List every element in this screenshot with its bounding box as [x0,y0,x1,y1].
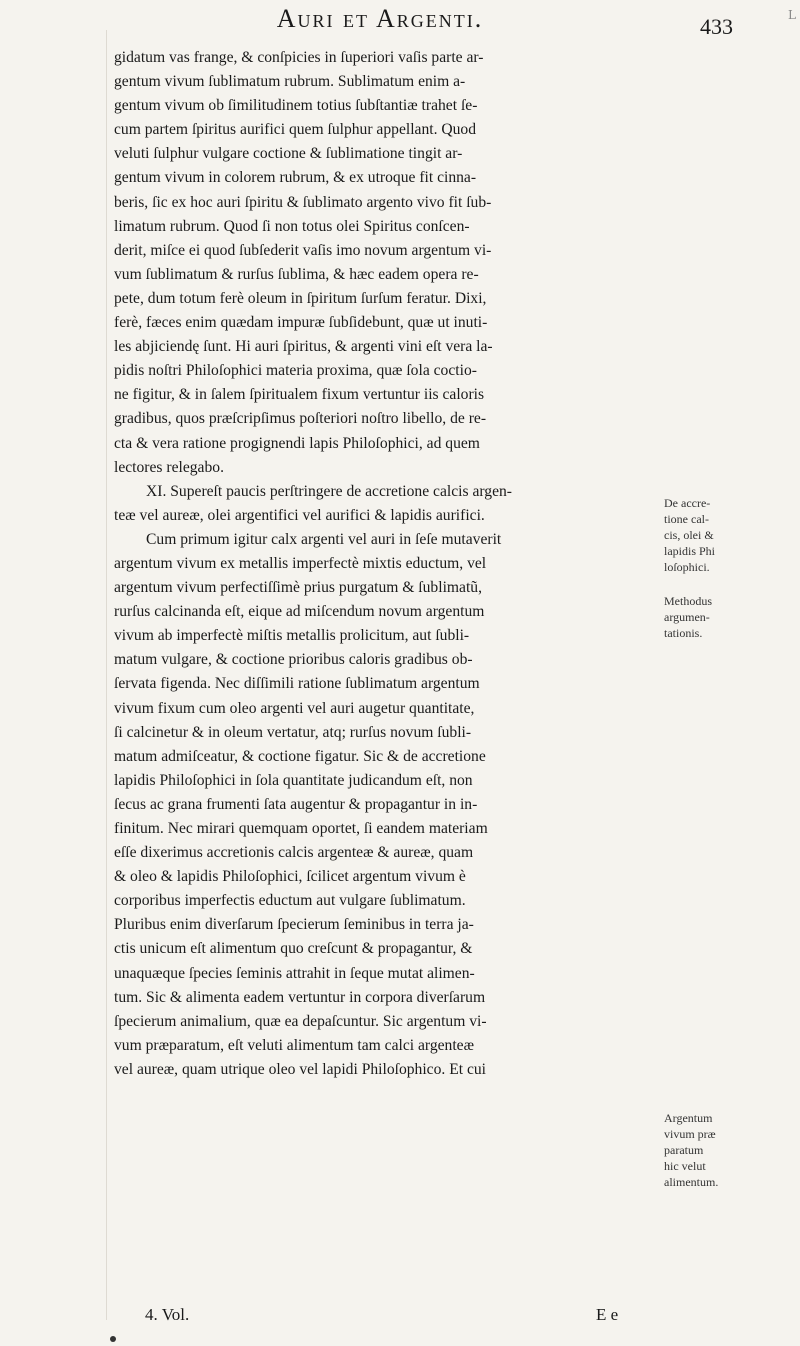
text-line: cta & vera ratione progignendi lapis Philoſophici, ad quem [114,434,480,452]
text-line: gentum vivum in colorem rubrum, & ex utroque fit cinna- [114,169,477,187]
text-line: lectores relegabo. [114,458,224,476]
text-line: gentum vivum ob ſimilitudinem totius ſubſtantiæ trahet ſe- [114,97,478,115]
margin-note-line: argumen- [664,610,710,624]
margin-note-line: Argentum [664,1111,713,1125]
corner-mark: L [788,8,796,22]
running-head: Auri et Argenti. [276,4,484,33]
text-line: beris, ſic ex hoc auri ſpiritu & ſublimato argento vivo fit ſub- [114,193,492,211]
text-line: gradibus, quos præſcripſimus poſteriori noſtro libello, de re- [114,410,487,428]
text-line: corporibus imperfectis eductum aut vulgare ſublimatum. [114,892,466,910]
text-line: derit, miſce ei quod ſubſederit vaſis imo novum argentum vi- [114,241,492,259]
text-line: & oleo & lapidis Philoſophici, ſcilicet argentum vivum è [114,868,466,886]
text-line: cum partem ſpiritus aurifici quem ſulphur appellant. Quod [114,121,477,139]
text-line: unaquæque ſpecies ſeminis attrahit in ſeque mutat alimen- [114,964,475,982]
text-line: vum ſublimatum & rurſus ſublima, & hæc eadem opera re- [114,265,479,283]
margin-note-accretione [664,495,794,575]
text-line: pidis noſtri Philoſophici materia proxima, quæ ſola coctio- [114,362,477,380]
text-line: vivum ab imperfectè miſtis metallis prolicitum, aut ſubli- [114,627,470,645]
text-line: vivum fixum cum oleo argenti vel auri augetur quantitate, [114,699,475,717]
margin-note-line: paratum [664,1143,704,1157]
margin-note-line: Methodus [664,594,712,608]
text-line: ſpecierum animalium, quæ ea depaſcuntur. Sic argentum vi- [114,1012,487,1030]
text-line: ſecus ac grana frumenti ſata augentur & propagantur in in- [114,795,478,813]
margin-note-line: hic velut [664,1159,706,1173]
text-line: argentum vivum ex metallis imperfectè mixtis eductum, vel [114,554,487,572]
page-gutter-shadow [106,30,107,1320]
text-line: gidatum vas frange, & conſpicies in ſuperiori vaſis parte ar- [114,49,484,66]
text-line: matum admiſceatur, & coctione figatur. Sic & de accretione [114,747,486,765]
catchword: E e [596,1305,619,1324]
text-line: teæ vel aureæ, olei argentifici vel aurifici & lapidis aurifici. [114,506,485,524]
text-line: rurſus calcinanda eſt, eique ad miſcendum novum argentum [114,603,485,621]
text-line: limatum rubrum. Quod ſi non totus olei Spiritus conſcen- [114,217,470,235]
margin-note-methodus [664,593,794,641]
text-line: argentum vivum perfectiſſimè prius purgatum & ſublimatũ, [114,579,482,597]
ink-dot [110,1336,116,1342]
margin-note-line: tationis. [664,626,703,640]
text-line: XI. Supereſt paucis perſtringere de accretione calcis argen- [146,482,512,500]
text-line: Cum primum igitur calx argenti vel auri in ſeſe mutaverit [146,530,502,548]
text-line: gentum vivum ſublimatum rubrum. Sublimatum enim a- [114,73,466,91]
text-line: ſi calcinetur & in oleum vertatur, atq; rurſus novum ſubli- [114,723,472,741]
text-line: pete, dum totum ferè oleum in ſpiritum ſurſum feratur. Dixi, [114,289,487,307]
text-line: vum præparatum, eſt veluti alimentum tam calci argenteæ [114,1036,474,1054]
text-line: ſervata figenda. Nec diſſimili ratione ſublimatum argentum [114,675,480,693]
text-line: veluti ſulphur vulgare coctione & ſublimatione tingit ar- [114,145,463,163]
text-line: eſſe dixerimus accretionis calcis argenteæ & aureæ, quam [114,844,474,862]
margin-note-line: tione cal- [664,512,709,526]
text-line: matum vulgare, & coctione prioribus caloris gradibus ob- [114,651,473,669]
text-line: les abjiciendę ſunt. Hi auri ſpiritus, & argenti vini eſt vera la- [114,338,493,356]
margin-note-line: De accre- [664,496,711,510]
text-line: ferè, fæces enim quædam impuræ ſubſidebunt, quæ ut inuti- [114,314,488,332]
text-line: tum. Sic & alimenta eadem vertuntur in corpora diverſarum [114,988,486,1006]
margin-note-line: loſophici. [664,560,710,574]
text-line: finitum. Nec mirari quemquam oportet, ſi eandem materiam [114,820,488,837]
margin-note-line: vivum præ [664,1127,716,1141]
text-line: vel aureæ, quam utrique oleo vel lapidi Philoſophico. Et cui [114,1060,487,1078]
text-line: ctis unicum eſt alimentum quo creſcunt & propagantur, & [114,940,473,958]
text-line: ne figitur, & in ſalem ſpiritualem fixum vertuntur iis caloris [114,386,485,404]
text-line: Pluribus enim diverſarum ſpecierum ſeminibus in terra ja- [114,916,474,934]
body-text [114,46,654,1082]
page-number: 433 [700,14,733,39]
margin-note-line: cis, olei & [664,528,714,542]
text-line: lapidis Philoſophici in ſola quantitate judicandum eſt, non [114,771,473,789]
margin-note-line: alimentum. [664,1175,719,1189]
margin-note-argentum [664,1110,794,1190]
signature-mark: 4. Vol. [145,1305,190,1324]
margin-note-line: lapidis Phi [664,544,716,558]
